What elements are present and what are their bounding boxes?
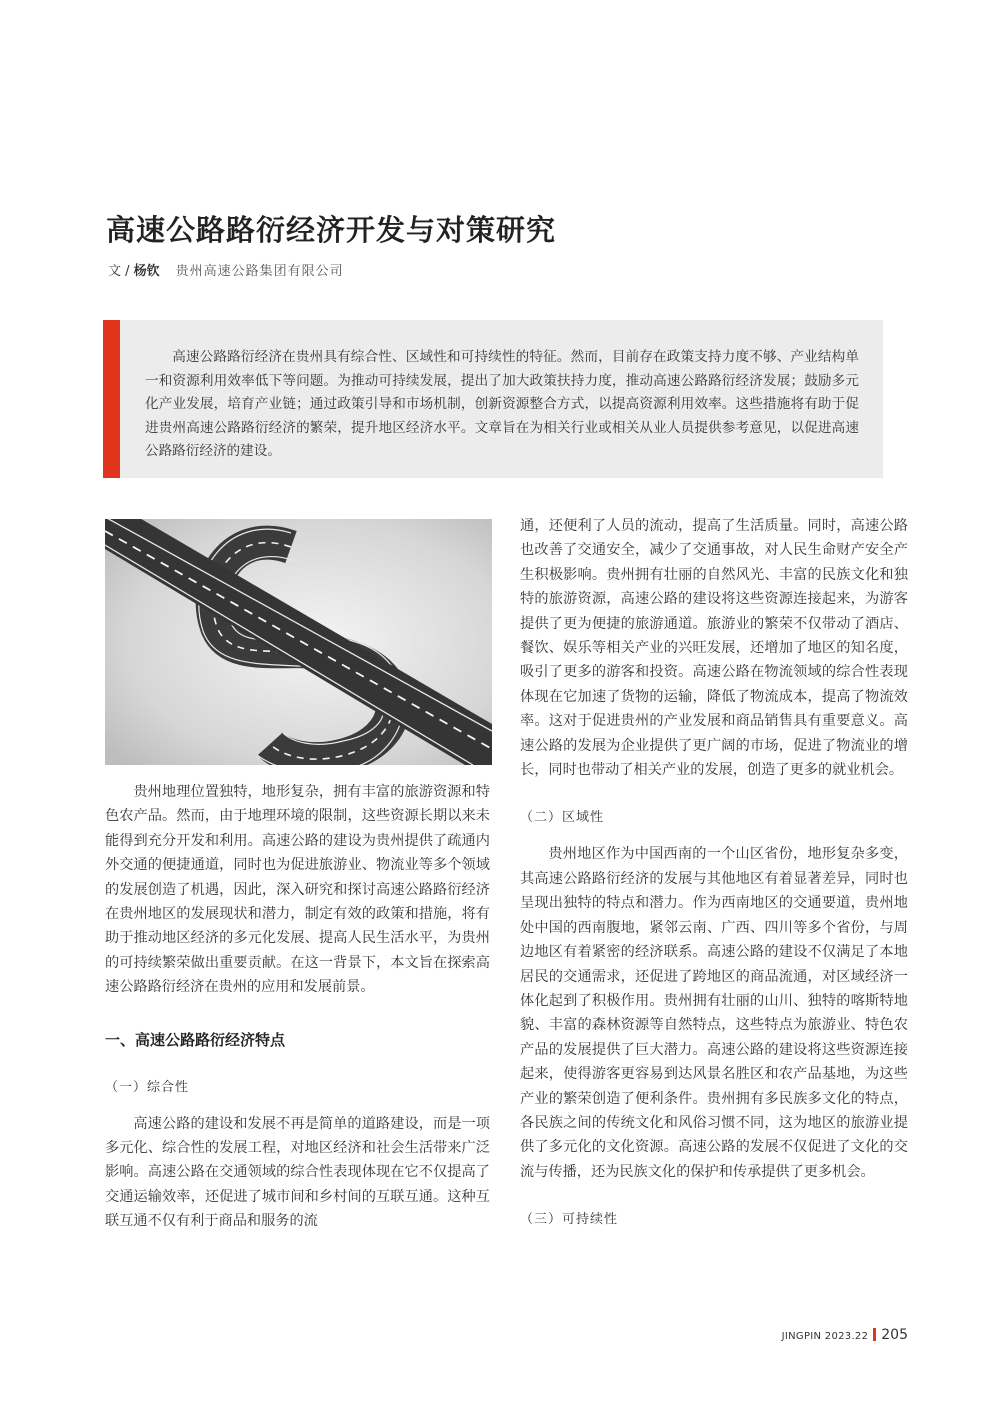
right-column (520, 514, 908, 1244)
subsection-1-text: 高速公路的建设和发展不再是简单的道路建设，而是一项多元化、综合性的发展工程，对地区经济和社会生活带来广泛影响。高速公路在交通领域的综合性表现体现在它不仅提高了交通运输效率，还促进了城市间和乡村间的互联互通。这种互联互通不仅有利于商品和服务的流 (105, 1115, 490, 1230)
abstract-box (103, 320, 883, 478)
subsection-2-heading: （二）区域性 (520, 810, 605, 826)
page-footer (782, 1324, 908, 1343)
left-column (105, 780, 490, 1234)
continued-paragraph: 通，还便利了人员的流动，提高了生活质量。同时，高速公路也改善了交通安全，减少了交通事故，对人民生命财产安全产生积极影响。贵州拥有壮丽的自然风光、丰富的民族文化和独特的旅游资源，高速公路的建设将这些资源连接起来，为游客提供了更为便捷的旅游通道。旅游业的繁荣不仅带动了酒店、餐饮、娱乐等相关产业的兴旺发展，还增加了地区的知名度，吸引了更多的游客和投资。高速公路在物流领域的综合性表现体现在它加速了货物的运输，降低了物流成本，提高了物流效率。这对于促进贵州的产业发展和商品销售具有重要意义。高速公路的发展为企业提供了更广阔的市场，促进了物流业的增长，同时也带动了相关产业的发展，创造了更多的就业机会。 (520, 518, 908, 779)
abstract-accent-bar (103, 320, 120, 478)
intro-paragraph: 贵州地理位置独特，地形复杂，拥有丰富的旅游资源和特色农产品。然而，由于地理环境的限制，这些资源长期以来未能得到充分开发和利用。高速公路的建设为贵州提供了疏通内外交通的便捷通道，同时也为促进旅游业、物流业等多个领域的发展创造了机遇，因此，深入研究和探讨高速公路路衍经济在贵州地区的发展现状和潜力，制定有效的政策和措施，将有助于推动地区经济的多元化发展、提高人民生活水平，为贵州的可持续繁荣做出重要贡献。在这一背景下，本文旨在探索高速公路路衍经济在贵州的应用和发展前景。 (105, 784, 490, 996)
magazine-issue: JINGPIN 2023.22 (781, 1331, 869, 1342)
subsection-1-heading: （一）综合性 (105, 1079, 190, 1095)
road-illustration-svg (105, 519, 492, 765)
author-organization: 贵州高速公路集团有限公司 (175, 264, 344, 279)
article-title: 高速公路路衍经济开发与对策研究 (106, 213, 557, 247)
byline (108, 260, 344, 279)
page-number: 205 (881, 1327, 908, 1343)
byline-prefix: 文 / (108, 264, 134, 279)
subsection-3-heading: （三）可持续性 (520, 1212, 619, 1228)
subsection-2-text: 贵州地区作为中国西南的一个山区省份，地形复杂多变，其高速公路路衍经济的发展与其他地区有着显著差异，同时也呈现出独特的特点和潜力。作为西南地区的交通要道，贵州地处中国的西南腹地，紧邻云南、广西、四川等多个省份，与周边地区有着紧密的经济联系。高速公路的建设不仅满足了本地居民的交通需求，还促进了跨地区的商品流通，对区域经济一体化起到了积极作用。贵州拥有壮丽的山川、独特的喀斯特地貌、丰富的森林资源等自然特点，这些特点为旅游业、特色农产品的发展提供了巨大潜力。高速公路的建设将这些资源连接起来，使得游客更容易到达风景名胜区和农产品基地，为这些产业的繁荣创造了便利条件。贵州拥有多民族多文化的特点，各民族之间的传统文化和风俗习惯不同，这为地区的旅游业提供了多元化的文化资源。高速公路的发展不仅促进了文化的交流与传播，还为民族文化的保护和传承提供了更多机会。 (520, 846, 908, 1180)
abstract-text: 高速公路路衍经济在贵州具有综合性、区域性和可持续性的特征。然而，目前存在政策支持力度不够、产业结构单一和资源利用效率低下等问题。为推动可持续发展，提出了加大政策扶持力度，推动高速公路路衍经济发展；鼓励多元化产业发展，培育产业链；通过政策引导和市场机制，创新资源整合方式，以提高资源利用效率。这些措施将有助于促进贵州高速公路路衍经济的繁荣，提升地区经济水平。文章旨在为相关行业或相关从业人员提供参考意见，以促进高速公路路衍经济的建设。 (145, 349, 859, 459)
dollar-road-illustration-icon (105, 519, 492, 765)
section-1-heading: 一、高速公路路衍经济特点 (105, 1030, 286, 1049)
footer-separator (873, 1328, 876, 1341)
author-name: 杨钦 (133, 264, 160, 279)
